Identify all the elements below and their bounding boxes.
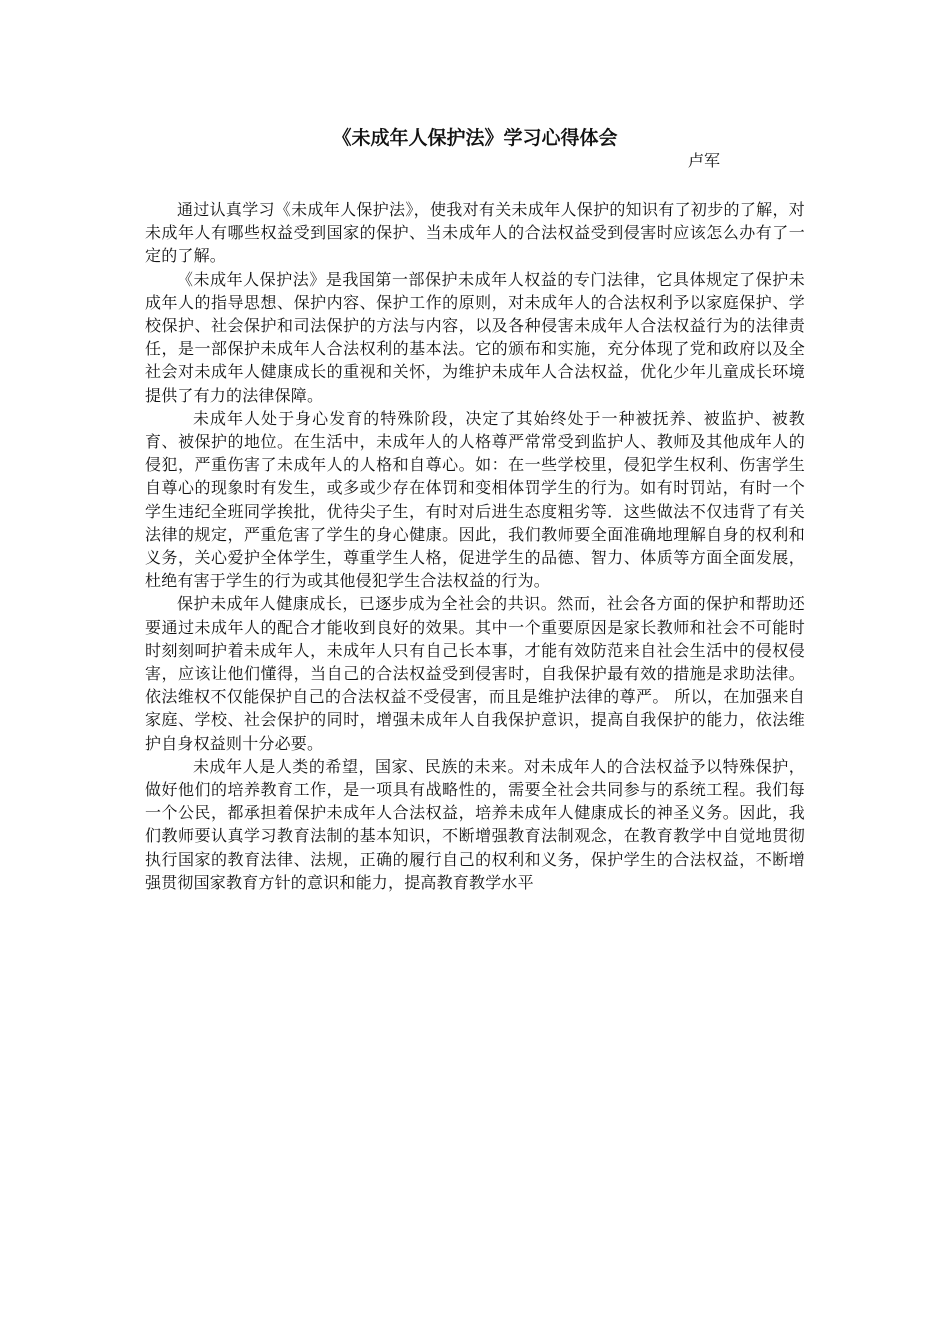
- paragraph-4: 保护未成年人健康成长，已逐步成为全社会的共识。然而，社会各方面的保护和帮助还要通过未成年人的配合才能收到良好的效果。其中一个重要原因是家长教师和社会不可能时时刻刻呵护着未成年人，未成年人只有自己长本事，才能有效防范来自社会生活中的侵权侵害，应该让他们懂得，当自己的合法权益受到侵害时，自我保护最有效的措施是求助法律。依法维权不仅能保护自己的合法权益不受侵害，而且是维护法律的尊严。 所以，在加强来自家庭、学校、社会保护的同时，增强未成年人自我保护意识，提高自我保护的能力，依法维护自身权益则十分必要。: [145, 594, 805, 753]
- paragraph-5: 未成年人是人类的希望，国家、民族的未来。对未成年人的合法权益予以特殊保护，做好他们的培养教育工作，是一项具有战略性的，需要全社会共同参与的系统工程。我们每一个公民，都承担着保护未成年人合法权益，培养未成年人健康成长的神圣义务。因此，我们教师要认真学习教育法制的基本知识，不断增强教育法制观念，在教育教学中自觉地贯彻执行国家的教育法律、法规，正确的履行自己的权利和义务，保护学生的合法权益，不断增强贯彻国家教育方针的意识和能力，提高教育教学水平: [145, 756, 805, 892]
- paragraph-1: 通过认真学习《未成年人保护法》，使我对有关未成年人保护的知识有了初步的了解，对未成年人有哪些权益受到国家的保护、当未成年人的合法权益受到侵害时应该怎么办有了一定的了解。: [145, 200, 805, 266]
- paragraph-3: 未成年人处于身心发育的特殊阶段，决定了其始终处于一种被抚养、被监护、被教育、被保护的地位。在生活中，未成年人的人格尊严常常受到监护人、教师及其他成年人的侵犯，严重伤害了未成年人的人格和自尊心。如：在一些学校里，侵犯学生权利、伤害学生自尊心的现象时有发生，或多或少存在体罚和变相体罚学生的行为。如有时罚站，有时一个学生违纪全班同学挨批，优待尖子生，有时对后进生态度粗劣等．这些做法不仅违背了有关法律的规定，严重危害了学生的身心健康。因此，我们教师要全面准确地理解自身的权利和义务，关心爱护全体学生，尊重学生人格，促进学生的品德、智力、体质等方面全面发展，杜绝有害于学生的行为或其他侵犯学生合法权益的行为。: [145, 408, 805, 591]
- document-body: [145, 198, 805, 894]
- document-title: 《未成年人保护法》学习心得体会: [332, 127, 618, 149]
- paragraph-2: 《未成年人保护法》是我国第一部保护未成年人权益的专门法律，它具体规定了保护未成年人的指导思想、保护内容、保护工作的原则，对未成年人的合法权利予以家庭保护、学校保护、社会保护和司法保护的方法与内容，以及各种侵害未成年人合法权益行为的法律责任，是一部保护未成年人合法权利的基本法。它的颁布和实施，充分体现了党和政府以及全社会对未成年人健康成长的重视和关怀，为维护未成年人合法权益，优化少年儿童成长环境提供了有力的法律保障。: [145, 269, 805, 405]
- author-name: 卢军: [688, 151, 721, 170]
